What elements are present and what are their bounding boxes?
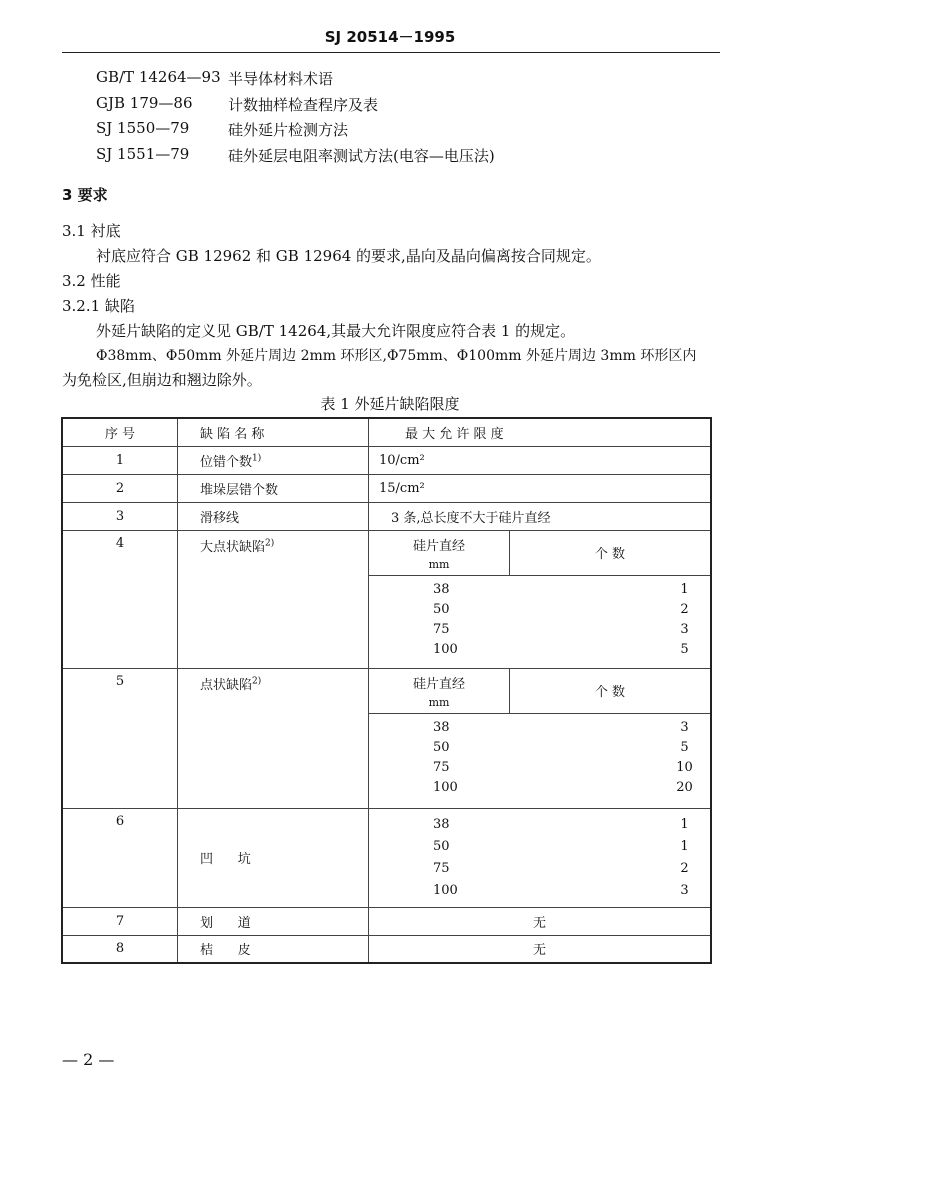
diameter-count-row — [369, 881, 710, 903]
diameter-value: 50 — [433, 601, 450, 617]
header-max-limit: 最 大 允 许 限 度 — [369, 418, 712, 446]
footnote-marker: 2) — [265, 538, 275, 549]
count-header: 个 数 — [510, 668, 712, 713]
count-value: 5 — [680, 739, 689, 755]
diameter-count-row — [369, 640, 710, 660]
table-header-row — [62, 418, 711, 446]
table-row — [62, 808, 711, 907]
row-no: 5 — [62, 668, 178, 808]
count-value: 10 — [676, 759, 693, 775]
defect-name-text: 大点状缺陷 — [200, 539, 266, 555]
diameter-value: 75 — [433, 621, 450, 637]
diameter-count-row — [369, 718, 710, 738]
table-caption: 表 1 外延片缺陷限度 — [320, 395, 460, 413]
page-number: — 2 — — [62, 1050, 115, 1069]
section-3-1-heading: 3.1 衬底 — [62, 222, 121, 240]
row-no: 6 — [62, 808, 178, 907]
reference-code: SJ 1550—79 — [96, 119, 190, 137]
diameter-count-list — [369, 713, 712, 808]
row-no: 2 — [62, 474, 178, 502]
row-defect-name: 桔 皮 — [178, 935, 369, 963]
count-header: 个 数 — [510, 530, 712, 575]
diameter-label: 硅片直经 — [412, 538, 465, 554]
reference-title: 半导体材料术语 — [228, 70, 334, 88]
row-limit: 15/cm² — [369, 474, 712, 502]
diameter-label: 硅片直经 — [412, 676, 465, 692]
diameter-value: 38 — [433, 719, 450, 735]
row-no: 8 — [62, 935, 178, 963]
defect-limits-table — [61, 417, 712, 964]
diameter-header — [369, 668, 510, 713]
diameter-value: 75 — [433, 759, 450, 775]
section-3-2-1-heading: 3.2.1 缺陷 — [62, 297, 135, 315]
row-defect-name — [178, 446, 369, 474]
reference-line — [0, 119, 950, 139]
reference-title: 硅外延层电阻率测试方法(电容—电压法) — [228, 147, 495, 165]
footnote-marker: 1) — [252, 453, 262, 464]
count-value: 5 — [680, 641, 689, 657]
count-value: 3 — [680, 882, 689, 898]
diameter-count-row — [369, 620, 710, 640]
section-3-heading: 3 要求 — [62, 186, 108, 204]
diameter-value: 50 — [433, 838, 450, 854]
count-value: 1 — [680, 581, 689, 597]
reference-title: 硅外延片检测方法 — [228, 121, 349, 139]
count-value: 1 — [680, 816, 689, 832]
diameter-unit: mm — [428, 695, 450, 709]
count-value: 20 — [676, 779, 693, 795]
table-row — [62, 502, 711, 530]
row-defect-name: 堆垛层错个数 — [178, 474, 369, 502]
header-no: 序 号 — [62, 418, 178, 446]
count-value: 2 — [680, 860, 689, 876]
table-row — [62, 446, 711, 474]
row-defect-name — [178, 668, 369, 808]
row-no: 3 — [62, 502, 178, 530]
row-no: 1 — [62, 446, 178, 474]
diameter-count-list — [369, 575, 712, 668]
table-row — [62, 668, 711, 713]
diameter-count-row — [369, 600, 710, 620]
reference-line — [0, 68, 950, 88]
reference-line — [0, 94, 950, 114]
diameter-unit: mm — [428, 557, 450, 571]
row-defect-name: 凹 坑 — [178, 808, 369, 907]
section-3-2-1-exclusion-line1: Φ38mm、Φ50mm 外延片周边 2mm 环形区,Φ75mm、Φ100mm 外延片周边 3mm 环形区内 — [96, 348, 697, 364]
row-limit: 3 条,总长度不大于硅片直经 — [369, 502, 712, 530]
table-row — [62, 474, 711, 502]
diameter-value: 38 — [433, 816, 450, 832]
diameter-value: 100 — [433, 882, 458, 898]
count-value: 3 — [680, 719, 689, 735]
header-defect-name: 缺 陷 名 称 — [178, 418, 369, 446]
diameter-count-row — [369, 837, 710, 859]
diameter-count-row — [369, 738, 710, 758]
count-value: 1 — [680, 838, 689, 854]
diameter-value: 75 — [433, 860, 450, 876]
reference-code: GJB 179—86 — [96, 94, 193, 112]
reference-code: SJ 1551—79 — [96, 145, 190, 163]
section-3-2-1-exclusion-line2: 为免检区,但崩边和翘边除外。 — [62, 371, 262, 389]
diameter-count-row — [369, 815, 710, 837]
diameter-value: 50 — [433, 739, 450, 755]
defect-name-text: 位错个数 — [200, 454, 253, 470]
count-value: 3 — [680, 621, 689, 637]
footnote-marker: 2) — [252, 676, 262, 687]
diameter-count-table — [369, 580, 710, 660]
diameter-count-row — [369, 580, 710, 600]
diameter-value: 100 — [433, 641, 458, 657]
reference-line — [0, 145, 950, 165]
count-value: 2 — [680, 601, 689, 617]
table-row — [62, 907, 711, 935]
reference-code: GB/T 14264—93 — [96, 68, 221, 86]
section-3-2-1-text: 外延片缺陷的定义见 GB/T 14264,其最大允许限度应符合表 1 的规定。 — [96, 322, 576, 340]
section-3-2-heading: 3.2 性能 — [62, 272, 121, 290]
table-row — [62, 935, 711, 963]
row-limit: 10/cm² — [369, 446, 712, 474]
header-rule — [62, 52, 720, 53]
row-no: 4 — [62, 530, 178, 668]
reference-title: 计数抽样检查程序及表 — [228, 96, 379, 114]
row-no: 7 — [62, 907, 178, 935]
diameter-header — [369, 530, 510, 575]
row-limit: 无 — [369, 935, 712, 963]
diameter-count-row — [369, 778, 710, 798]
diameter-value: 38 — [433, 581, 450, 597]
standard-number-header: SJ 20514－1995 — [324, 28, 456, 46]
diameter-count-row — [369, 758, 710, 778]
row-defect-name — [178, 530, 369, 668]
diameter-count-row — [369, 859, 710, 881]
row-limit: 无 — [369, 907, 712, 935]
diameter-count-table — [369, 815, 710, 903]
diameter-value: 100 — [433, 779, 458, 795]
diameter-count-table — [369, 718, 710, 798]
table-row — [62, 530, 711, 575]
diameter-count-list — [369, 808, 712, 907]
row-defect-name: 滑移线 — [178, 502, 369, 530]
defect-name-text: 点状缺陷 — [200, 677, 253, 693]
row-defect-name: 划 道 — [178, 907, 369, 935]
section-3-1-text: 衬底应符合 GB 12962 和 GB 12964 的要求,晶向及晶向偏离按合同规定。 — [96, 247, 601, 265]
